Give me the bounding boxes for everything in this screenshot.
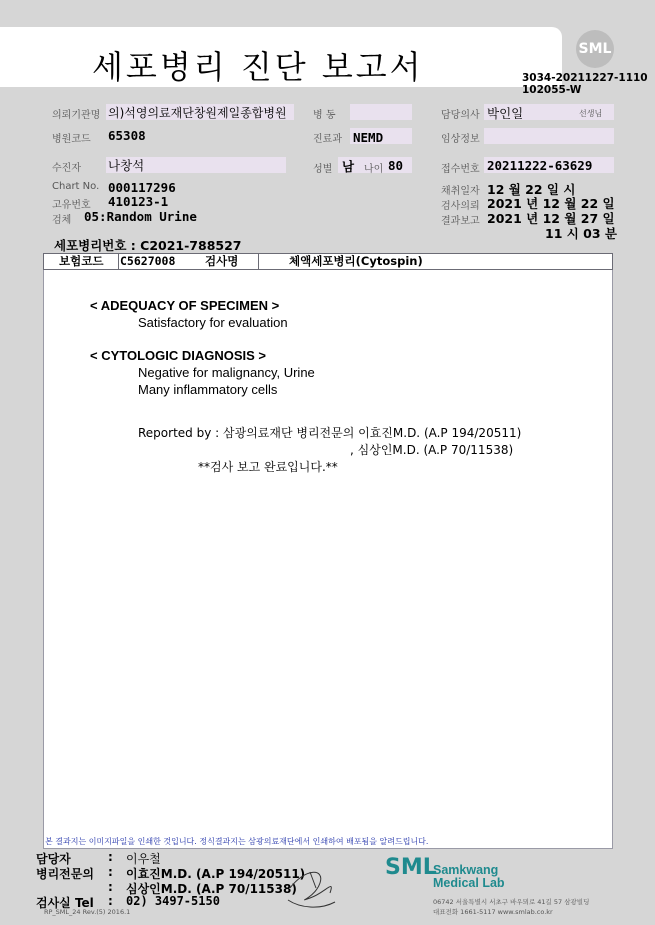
receipt-no-value: 20211222-63629 — [487, 158, 593, 173]
manager-label: 담당자 — [36, 852, 71, 866]
specimen-value: 05:Random Urine — [84, 209, 197, 224]
completed-message: **검사 보고 완료입니다.** — [198, 460, 338, 474]
reported-by: Reported by : 삼광의료재단 병리전문의 이효진M.D. (A.P 194/20511) — [138, 426, 522, 440]
pathologist-2: 심상인M.D. (A.P 70/11538) — [126, 882, 297, 896]
specimen-label: 검체 — [52, 215, 72, 226]
tel-label: 검사실 Tel — [36, 896, 94, 910]
adequacy-heading: < ADEQUACY OF SPECIMEN > — [90, 298, 280, 313]
recipient-value: 나창석 — [108, 158, 145, 173]
dept-label: 진료과 — [313, 134, 342, 145]
pathology-number: 세포병리번호 : C2021-788527 — [54, 238, 242, 253]
form-code: RP_SML_24 Rev.(5) 2016.1 — [44, 908, 131, 916]
receipt-no-label: 접수번호 — [441, 164, 480, 175]
adequacy-text: Satisfactory for evaluation — [138, 315, 288, 330]
ward-label: 병 동 — [313, 110, 336, 121]
clinical-label: 임상정보 — [441, 134, 480, 145]
insurance-code-value: C5627008 — [120, 254, 176, 268]
recipient-label: 수진자 — [52, 163, 81, 174]
result-time: 11 시 03 분 — [545, 226, 617, 241]
diagnosis-line2: Many inflammatory cells — [138, 382, 278, 397]
lab-contact: 대표전화 1661-5117 www.smlab.co.kr — [433, 908, 553, 916]
sex-label: 성별 — [313, 164, 333, 175]
pathologist-1: 이효진M.D. (A.P 194/20511) — [126, 867, 306, 881]
pathologist-label: 병리전문의 — [36, 867, 94, 881]
unique-value: 410123-1 — [108, 194, 169, 209]
sex-value: 남 — [342, 159, 355, 174]
notice-text: 본 결과지는 이미지파일을 인쇄한 것입니다. 정식결과지는 삼광의료재단에서 인쇄하여 배포됨을 알려드립니다. — [45, 837, 429, 846]
page-title: 세포병리 진단 보고서 — [92, 48, 424, 86]
request-label: 검사의뢰 — [441, 201, 480, 212]
result-label: 결과보고 — [441, 216, 480, 227]
hospital-value: 의)석영의료재단창원제일종합병원 — [108, 106, 287, 120]
signature-image — [280, 858, 340, 914]
age-value: 80 — [388, 158, 404, 173]
tel-value: 02) 3497-5150 — [126, 894, 220, 908]
result-value: 2021 년 12 월 27 일 — [487, 211, 615, 226]
lab-address: 06742 서울특별시 서초구 바우뫼로 41길 57 삼광빌딩 — [433, 898, 590, 906]
report-panel — [43, 253, 613, 849]
hospital-label: 의뢰기관명 — [52, 110, 101, 121]
test-name-label: 검사명 — [205, 254, 239, 268]
chart-label: Chart No. — [52, 181, 100, 192]
doctor-suffix: 선생님 — [579, 109, 603, 118]
request-value: 2021 년 12 월 22 일 — [487, 196, 615, 211]
manager-value: 이우철 — [126, 852, 161, 866]
dept-value: NEMD — [353, 130, 384, 145]
lab-name: Samkwang Medical Lab — [433, 863, 505, 890]
doctor-value: 박인일 — [487, 106, 524, 121]
reported-by-2: , 심상인M.D. (A.P 70/11538) — [350, 443, 514, 457]
collect-value: 12 월 22 일 시 — [487, 182, 576, 197]
report-id: 3034-20211227-1110 102055-W — [522, 72, 648, 96]
sml-logo-icon: SML — [576, 30, 614, 68]
hospital-code-value: 65308 — [108, 128, 146, 143]
unique-label: 고유번호 — [52, 200, 91, 211]
lab-logo-icon: SML — [385, 855, 437, 880]
test-name-value: 체액세포병리(Cytospin) — [289, 254, 423, 268]
age-label: 나이 — [364, 164, 384, 175]
diagnosis-heading: < CYTOLOGIC DIAGNOSIS > — [90, 348, 267, 363]
doctor-label: 담당의사 — [441, 110, 480, 121]
diagnosis-line1: Negative for malignancy, Urine — [138, 365, 315, 380]
chart-value: 000117296 — [108, 180, 176, 195]
code-bar — [43, 253, 613, 270]
insurance-code-label: 보험코드 — [59, 254, 104, 268]
collect-label: 채취일자 — [441, 186, 480, 197]
hospital-code-label: 병원코드 — [52, 134, 91, 145]
